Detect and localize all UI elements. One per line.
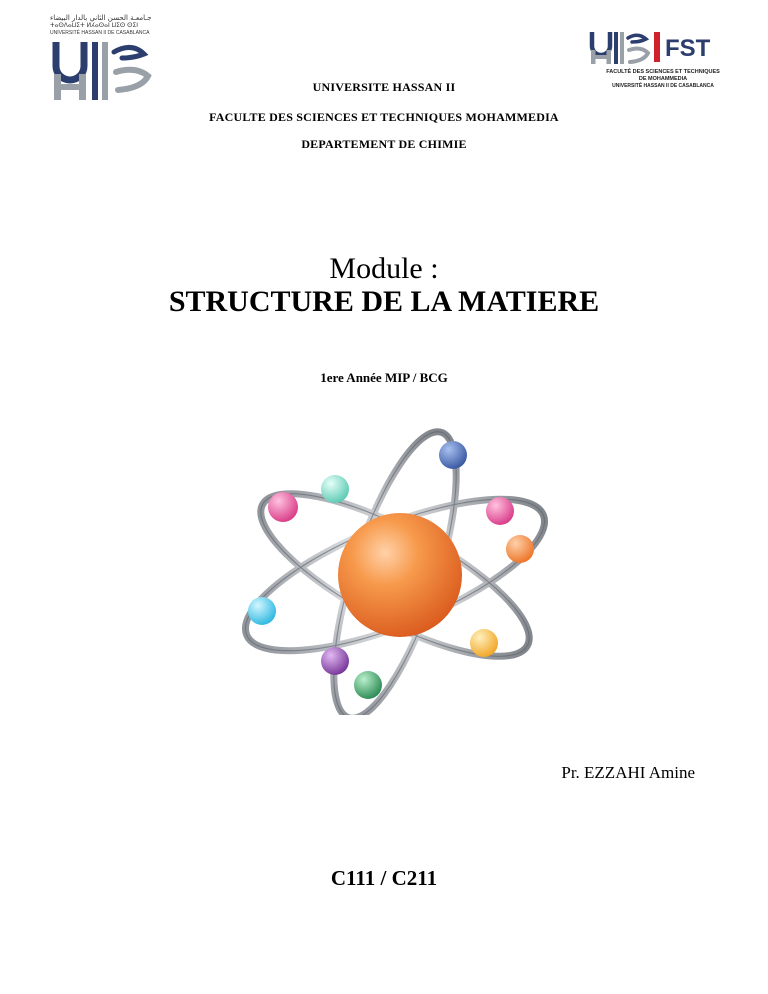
electron xyxy=(321,475,349,503)
course-codes: C111 / C211 xyxy=(330,866,438,890)
electron xyxy=(268,492,298,522)
fst-caption-line3: UNIVERSITÉ HASSAN II DE CASABLANCA xyxy=(612,83,714,89)
university-name: UNIVERSITE HASSAN II xyxy=(312,80,456,94)
academic-year: 1ere Année MIP / BCG xyxy=(320,370,448,385)
atom-icon xyxy=(230,425,560,715)
electron xyxy=(439,441,467,469)
electron xyxy=(248,597,276,625)
module-title: STRUCTURE DE LA MATIERE xyxy=(168,285,600,318)
faculty-name: FACULTE DES SCIENCES ET TECHNIQUES MOHAMMEDIA xyxy=(209,110,559,124)
department-name: DEPARTEMENT DE CHIMIE xyxy=(301,137,467,151)
fst-emblem-icon xyxy=(588,30,738,64)
nucleus xyxy=(338,513,462,637)
fst-caption-line2: DE MOHAMMEDIA xyxy=(638,76,688,82)
electron xyxy=(506,535,534,563)
electron xyxy=(354,671,382,699)
module-label: Module : xyxy=(329,252,439,285)
logo-tifinagh-text: ⵜⴰⵙⴷⴰⵡⵉⵜ ⵍⵃⴰⵙⴰⵏ ⵡⵉⵙ ⵙⵉⵏ xyxy=(50,22,139,29)
logo-arabic-text: جـامعـة الحسن الثاني بالدار البيضاء xyxy=(50,14,152,22)
electron xyxy=(470,629,498,657)
fst-caption-line1: FACULTÉ DES SCIENCES ET TECHNIQUES xyxy=(606,69,720,75)
electron xyxy=(321,647,349,675)
logo-latin-text: UNIVERSITÉ HASSAN II DE CASABLANCA xyxy=(50,30,150,36)
fst-badge-text: FST xyxy=(665,35,711,62)
electron xyxy=(486,497,514,525)
author-name: Pr. EZZAHI Amine xyxy=(561,763,695,782)
